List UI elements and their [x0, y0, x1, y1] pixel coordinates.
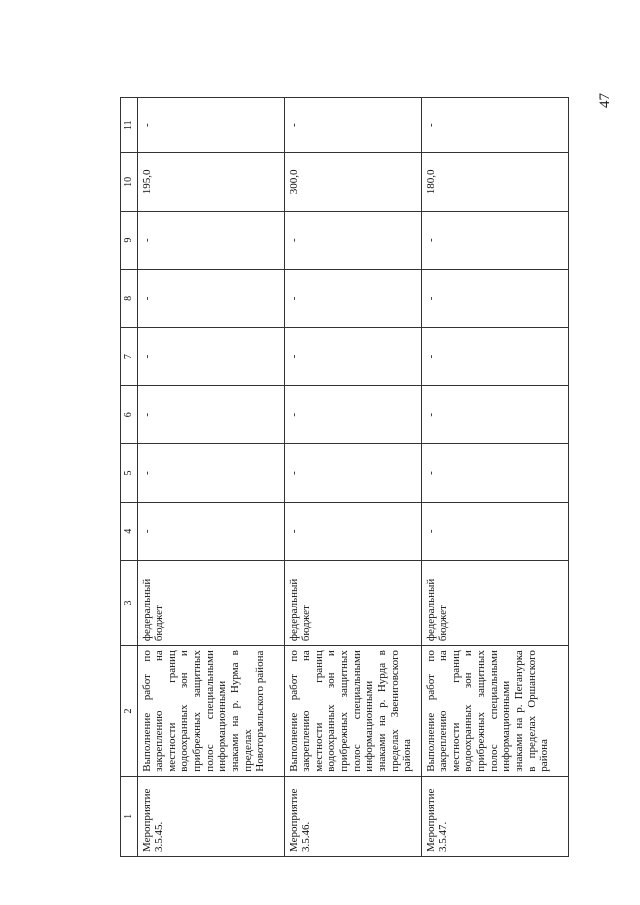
value-cell: -: [137, 327, 284, 385]
header-cell: 6: [121, 386, 138, 444]
value-cell: -: [421, 444, 568, 502]
value-cell: -: [137, 269, 284, 327]
measure-code: Мероприятие 3.5.46.: [284, 776, 421, 856]
measure-code: Мероприятие 3.5.47.: [421, 776, 568, 856]
header-cell: 9: [121, 211, 138, 269]
page-number: 47: [597, 93, 613, 108]
value-cell: -: [421, 211, 568, 269]
value-cell: -: [284, 211, 421, 269]
table-row: [284, 98, 421, 857]
value-cell: -: [137, 502, 284, 560]
value-cell: -: [137, 211, 284, 269]
value-cell: 180,0: [421, 153, 568, 211]
measure-description: Выполнение работ по закреплению на местности границ водоохранных зон и прибрежных защитных полос специальными информационными знаками на р. Нурма в пределах Новоторъяльского района: [137, 646, 284, 777]
header-cell: 10: [121, 153, 138, 211]
measure-description: Выполнение работ по закреплению на местности границ водоохранных зон и прибрежных защитных полос специальными информационными знаками на р. Пеганурка в пределах Оршанского района: [421, 646, 568, 777]
value-cell: -: [137, 444, 284, 502]
measure-description: Выполнение работ по закреплению на местности границ водоохранных зон и прибрежных защитных полос специальными информационными знаками на р. Нурда в пределах Звениговского района: [284, 646, 421, 777]
header-cell: 2: [121, 646, 138, 777]
header-cell: 4: [121, 502, 138, 560]
value-cell: -: [284, 269, 421, 327]
value-cell: -: [137, 98, 284, 153]
table-row: [137, 98, 284, 857]
value-cell: -: [284, 386, 421, 444]
measure-code: Мероприятие 3.5.45.: [137, 776, 284, 856]
table-row: [421, 98, 568, 857]
value-cell: -: [284, 502, 421, 560]
value-cell: 195,0: [137, 153, 284, 211]
header-cell: 11: [121, 98, 138, 153]
value-cell: -: [284, 98, 421, 153]
value-cell: -: [421, 327, 568, 385]
value-cell: 300,0: [284, 153, 421, 211]
funding-source: федеральный бюджет: [421, 560, 568, 645]
funding-source: федеральный бюджет: [137, 560, 284, 645]
value-cell: -: [421, 98, 568, 153]
header-cell: 7: [121, 327, 138, 385]
value-cell: -: [284, 444, 421, 502]
value-cell: -: [284, 327, 421, 385]
value-cell: -: [421, 502, 568, 560]
funding-source: федеральный бюджет: [284, 560, 421, 645]
table-header-row: [121, 98, 138, 857]
header-cell: 3: [121, 560, 138, 645]
header-cell: 5: [121, 444, 138, 502]
header-cell: 1: [121, 776, 138, 856]
rotated-table-container: [120, 97, 620, 857]
budget-table: [120, 97, 569, 857]
value-cell: -: [137, 386, 284, 444]
value-cell: -: [421, 386, 568, 444]
value-cell: -: [421, 269, 568, 327]
header-cell: 8: [121, 269, 138, 327]
